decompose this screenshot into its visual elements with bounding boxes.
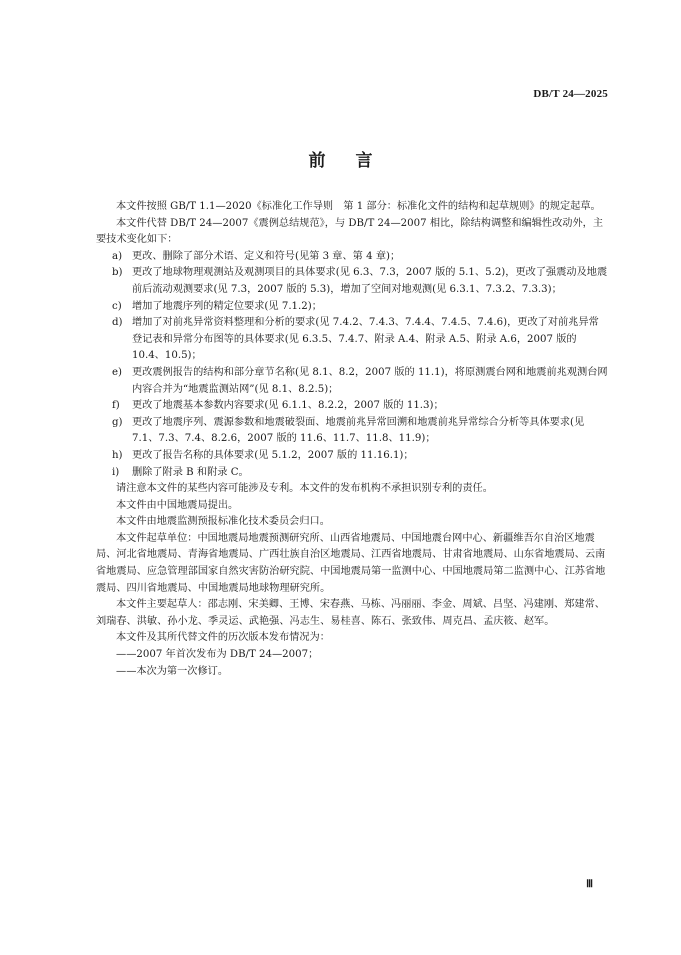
list-item: g) 更改了地震序列、震源参数和地震破裂面、地震前兆异常回溯和地震前兆异常综合分析等具体要求(见 7.1、7.3、7.4、8.2.6，2007 版的 11.6、11.7、11.8、11.9)；	[112, 416, 585, 445]
page-number: Ⅲ	[586, 879, 593, 890]
paragraph: 本文件按照 GB/T 1.1—2020《标准化工作导则 第 1 部分：标准化文件的结构和起草规则》的规定起草。	[116, 201, 601, 212]
history-item: ——本次为第一次修订。	[116, 665, 229, 677]
paragraph: 本文件主要起草人：邵志刚、宋美卿、王博、宋春燕、马栋、冯丽丽、李金、周斌、吕坚、冯建刚、郑建常、刘瑞春、洪敏、孙小龙、季灵运、武艳强、冯志生、易桂喜、陈石、张致伟、周克昌、孟庆筱、赵军。	[96, 599, 605, 627]
section-title: 前言	[308, 151, 403, 171]
list-item: b) 更改了地球物理观测站及观测项目的具体要求(见 6.3、7.3，2007 版的 5.1、5.2)，更改了强震动及地震前后流动观测要求(见 7.3，2007 版的 5.3)，增加了空间对地观测(见 6.3.1、7.3.2、7.3.3)；	[112, 267, 608, 295]
list-item: e) 更改震例报告的结构和部分章节名称(见 8.1、8.2，2007 版的 11.1)，将原测震台网和地震前兆观测台网内容合并为“地震监测站网”(见 8.1、8.2.5)；	[112, 366, 608, 395]
history-item: ——2007 年首次发布为 DB/T 24—2007；	[116, 649, 319, 661]
list-item: c) 增加了地震序列的精定位要求(见 7.1.2)；	[112, 300, 322, 312]
list-item: i) 删除了附录 B 和附录 C。	[112, 466, 249, 478]
paragraph: 本文件由中国地震局提出。	[116, 499, 239, 511]
list-item: f) 更改了地震基本参数内容要求(见 6.1.1、8.2.2，2007 版的 11.3)；	[112, 400, 444, 412]
change-list	[96, 249, 608, 481]
paragraph: 本文件代替 DB/T 24—2007《震例总结规范》，与 DB/T 24—2007 相比，除结构调整和编辑性改动外，主要技术变化如下：	[96, 217, 604, 246]
list-item: h) 更改了报告名称的具体要求(见 5.1.2，2007 版的 11.16.1)；	[112, 449, 414, 461]
list-item: a) 更改、删除了部分术语、定义和符号(见第 3 章、第 4 章)；	[112, 250, 401, 262]
paragraph: 请注意本文件的某些内容可能涉及专利。本文件的发布机构不承担识别专利的责任。	[116, 483, 493, 495]
paragraph: 本文件由地震监测预报标准化技术委员会归口。	[116, 516, 330, 528]
list-item: d) 增加了对前兆异常资料整理和分析的要求(见 7.4.2、7.4.3、7.4.4、7.4.5、7.4.6)，更改了对前兆异常登记表和异常分布图等的具体要求(见 6.3.5、7.4.7、附录 A.4、附录 A.5、附录 A.6，2007 版的 10.4、10.5)；	[112, 317, 599, 362]
document-body	[96, 199, 608, 680]
paragraph: 本文件起草单位：中国地震局地震预测研究所、山西省地震局、中国地震台网中心、新疆维吾尔自治区地震局、河北省地震局、青海省地震局、广西壮族自治区地震局、江西省地震局、甘肃省地震局、山东省地震局、云南省地震局、应急管理部国家自然灾害防治研究院、中国地震局第一监测中心、中国地震局第二监测中心、江苏省地震局、四川省地震局、中国地震局地球物理研究所。	[96, 532, 606, 594]
document-code: DB/T 24—2025	[533, 88, 608, 100]
paragraph: 本文件及其所代替文件的历次版本发布情况为：	[116, 632, 330, 644]
